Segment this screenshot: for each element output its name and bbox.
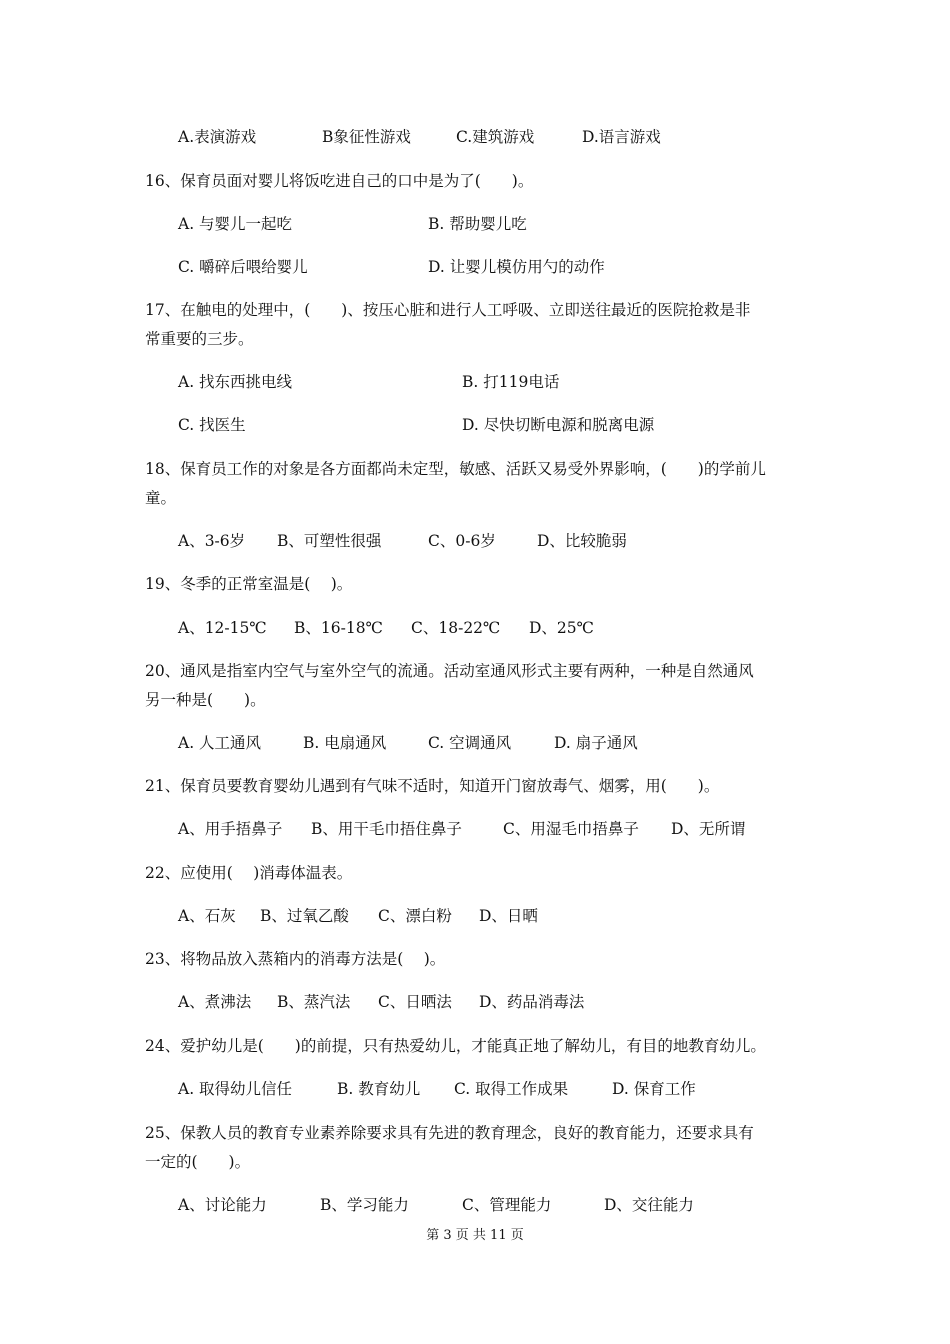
q25-text-line2: 一定的( )。 xyxy=(145,1153,251,1171)
q25-text-line1: 25、保教人员的教育专业素养除要求具有先进的教育理念，良好的教育能力，还要求具有 xyxy=(145,1124,754,1142)
q20-option-d: D. 扇子通风 xyxy=(554,734,638,752)
q20-text-line1: 20、通风是指室内空气与室外空气的流通。活动室通风形式主要有两种，一种是自然通风 xyxy=(145,662,754,680)
q20-text-line2: 另一种是( )。 xyxy=(145,691,266,709)
q16-option-d: D. 让婴儿模仿用勺的动作 xyxy=(428,258,605,276)
q16-option-c: C. 嚼碎后喂给婴儿 xyxy=(178,258,308,276)
q24-text: 24、爱护幼儿是( )的前提，只有热爱幼儿，才能真正地了解幼儿，有目的地教育幼儿。 xyxy=(145,1037,766,1055)
q15-option-a: A.表演游戏 xyxy=(178,128,257,146)
q22-option-c: C、漂白粉 xyxy=(378,907,452,925)
q17-option-a: A. 找东西挑电线 xyxy=(178,373,293,391)
q25-option-b: B、学习能力 xyxy=(320,1196,409,1214)
q19-option-a: A、12-15℃ xyxy=(178,619,267,637)
q16-text: 16、保育员面对婴儿将饭吃进自己的口中是为了( )。 xyxy=(145,172,534,190)
q18-text-line2: 童。 xyxy=(145,489,177,507)
q21-option-c: C、用湿毛巾捂鼻子 xyxy=(503,820,639,838)
q22-text: 22、应使用( )消毒体温表。 xyxy=(145,864,353,882)
q25-option-d: D、交往能力 xyxy=(604,1196,694,1214)
q17-text-line2: 常重要的三步。 xyxy=(145,330,254,348)
q16-option-b: B. 帮助婴儿吃 xyxy=(428,215,527,233)
q24-option-c: C. 取得工作成果 xyxy=(454,1080,569,1098)
q25-option-c: C、管理能力 xyxy=(462,1196,552,1214)
q15-option-c: C.建筑游戏 xyxy=(456,128,535,146)
q15-option-b: B象征性游戏 xyxy=(322,128,411,146)
q17-text-line1: 17、在触电的处理中，( )、按压心脏和进行人工呼吸、立即送往最近的医院抢救是非 xyxy=(145,301,751,319)
q17-option-c: C. 找医生 xyxy=(178,416,246,434)
q22-option-a: A、石灰 xyxy=(178,907,236,925)
q17-option-b: B. 打119电话 xyxy=(462,373,560,391)
q25-option-a: A、讨论能力 xyxy=(178,1196,267,1214)
q24-option-b: B. 教育幼儿 xyxy=(337,1080,421,1098)
q21-option-a: A、用手捂鼻子 xyxy=(178,820,283,838)
q19-option-d: D、25℃ xyxy=(529,619,594,637)
q23-text: 23、将物品放入蒸箱内的消毒方法是( )。 xyxy=(145,950,446,968)
q18-text-line1: 18、保育员工作的对象是各方面都尚未定型，敏感、活跃又易受外界影响，( )的学前儿 xyxy=(145,460,766,478)
q18-option-a: A、3-6岁 xyxy=(178,532,246,550)
q19-option-c: C、18-22℃ xyxy=(411,619,501,637)
q15-option-d: D.语言游戏 xyxy=(582,128,661,146)
q18-option-c: C、0-6岁 xyxy=(428,532,496,550)
q19-text: 19、冬季的正常室温是( )。 xyxy=(145,575,353,593)
q22-option-d: D、日晒 xyxy=(479,907,538,925)
q23-option-b: B、蒸汽法 xyxy=(277,993,351,1011)
q20-option-a: A. 人工通风 xyxy=(178,734,262,752)
q21-option-b: B、用干毛巾捂住鼻子 xyxy=(311,820,462,838)
q24-option-d: D. 保育工作 xyxy=(612,1080,696,1098)
q16-option-a: A. 与婴儿一起吃 xyxy=(178,215,293,233)
q23-option-d: D、药品消毒法 xyxy=(479,993,585,1011)
q20-option-b: B. 电扇通风 xyxy=(303,734,387,752)
q22-option-b: B、过氧乙酸 xyxy=(260,907,349,925)
q21-text: 21、保育员要教育婴幼儿遇到有气味不适时，知道开门窗放毒气、烟雾，用( )。 xyxy=(145,777,720,795)
q17-option-d: D. 尽快切断电源和脱离电源 xyxy=(462,416,655,434)
q23-option-c: C、日晒法 xyxy=(378,993,452,1011)
q18-option-d: D、比较脆弱 xyxy=(537,532,627,550)
q24-option-a: A. 取得幼儿信任 xyxy=(178,1080,293,1098)
q18-option-b: B、可塑性很强 xyxy=(277,532,382,550)
q23-option-a: A、煮沸法 xyxy=(178,993,252,1011)
q20-option-c: C. 空调通风 xyxy=(428,734,512,752)
page-number-footer: 第 3 页 共 11 页 xyxy=(426,1228,524,1243)
q21-option-d: D、无所谓 xyxy=(671,820,746,838)
q19-option-b: B、16-18℃ xyxy=(294,619,383,637)
